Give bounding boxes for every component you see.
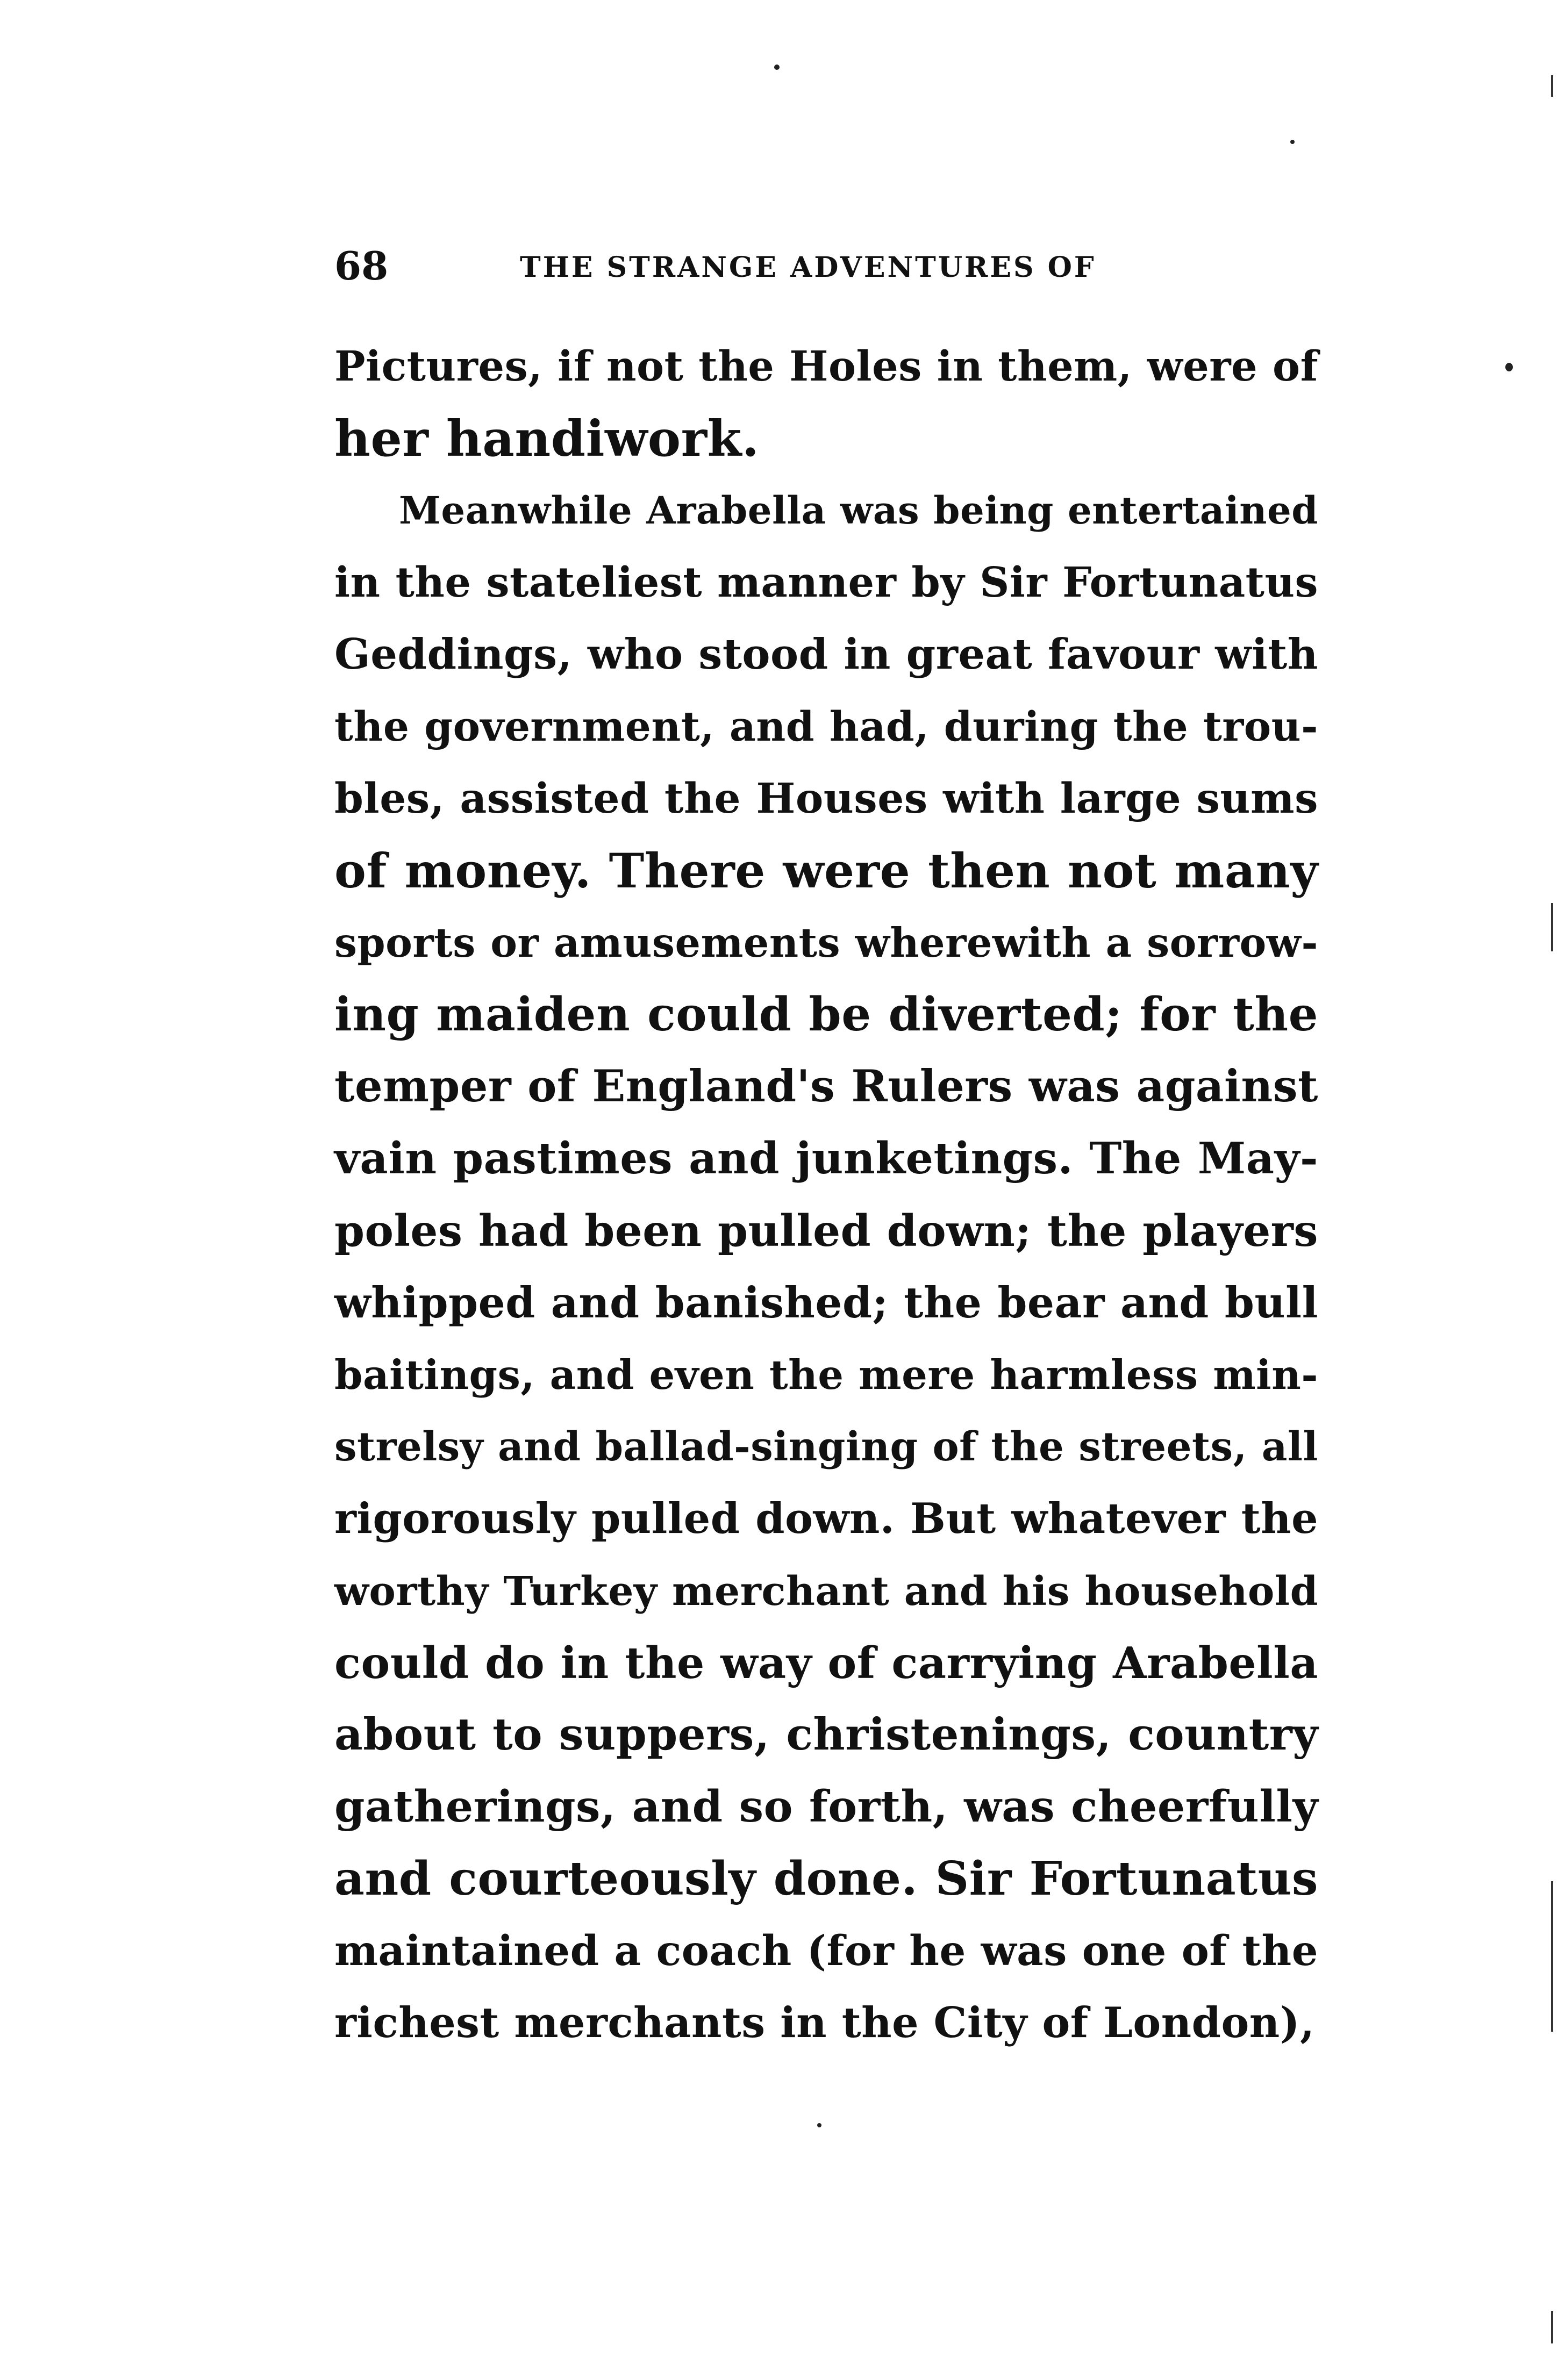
text-line: and courteously done. Sir Fortunatus <box>334 1852 1318 1906</box>
paragraph <box>334 331 1318 475</box>
text-line: Meanwhile Arabella was being entertained <box>399 488 1318 533</box>
scan-speck <box>817 2123 821 2127</box>
text-line: ing maiden could be diverted; for the <box>334 987 1318 1042</box>
text-line: about to suppers, christenings, country <box>334 1709 1318 1760</box>
text-line: Geddings, who stood in great favour with <box>334 630 1318 679</box>
text-line: strelsy and ballad-singing of the streets, all <box>334 1424 1318 1470</box>
text-line: richest merchants in the City of London), <box>334 1998 1315 2047</box>
text-line: worthy Turkey merchant and his household <box>334 1567 1318 1615</box>
text-line: whipped and banished; the bear and bull <box>334 1278 1318 1328</box>
paragraph <box>334 475 1318 2059</box>
text-line: gatherings, and so forth, was cheerfully <box>334 1781 1318 1832</box>
scan-edge-mark <box>1551 903 1553 951</box>
text-line: rigorously pulled down. But whatever the <box>334 1494 1318 1543</box>
scan-speck <box>1505 363 1513 371</box>
text-line: baitings, and even the mere harmless min- <box>334 1351 1318 1399</box>
text-line: poles had been pulled down; the players <box>334 1206 1318 1256</box>
running-head: THE STRANGE ADVENTURES OF <box>520 251 1096 284</box>
text-line: of money. There were then not many <box>334 843 1318 899</box>
text-line: maintained a coach (for he was one of the <box>334 1927 1318 1975</box>
body-text <box>334 331 1318 2059</box>
scan-speck <box>774 64 780 70</box>
text-line: vain pastimes and junketings. The May- <box>334 1133 1318 1184</box>
text-line: the government, and had, during the trou- <box>334 702 1318 750</box>
scan-edge-mark <box>1551 2311 1553 2343</box>
text-line: Pictures, if not the Holes in them, were of <box>334 342 1318 391</box>
text-line: her handiwork. <box>334 410 760 468</box>
page-number: 68 <box>334 243 389 289</box>
scan-edge-mark <box>1551 75 1553 97</box>
text-line: sports or amusements wherewith a sorrow- <box>334 919 1318 966</box>
text-line: temper of England's Rulers was against <box>334 1061 1318 1112</box>
text-line: in the stateliest manner by Sir Fortunatus <box>334 558 1318 607</box>
text-line: bles, assisted the Houses with large sums <box>334 775 1318 823</box>
text-line: could do in the way of carrying Arabella <box>334 1637 1318 1688</box>
scan-speck <box>1290 140 1295 144</box>
page-header <box>334 245 1318 288</box>
scan-edge-mark <box>1551 1881 1553 2032</box>
